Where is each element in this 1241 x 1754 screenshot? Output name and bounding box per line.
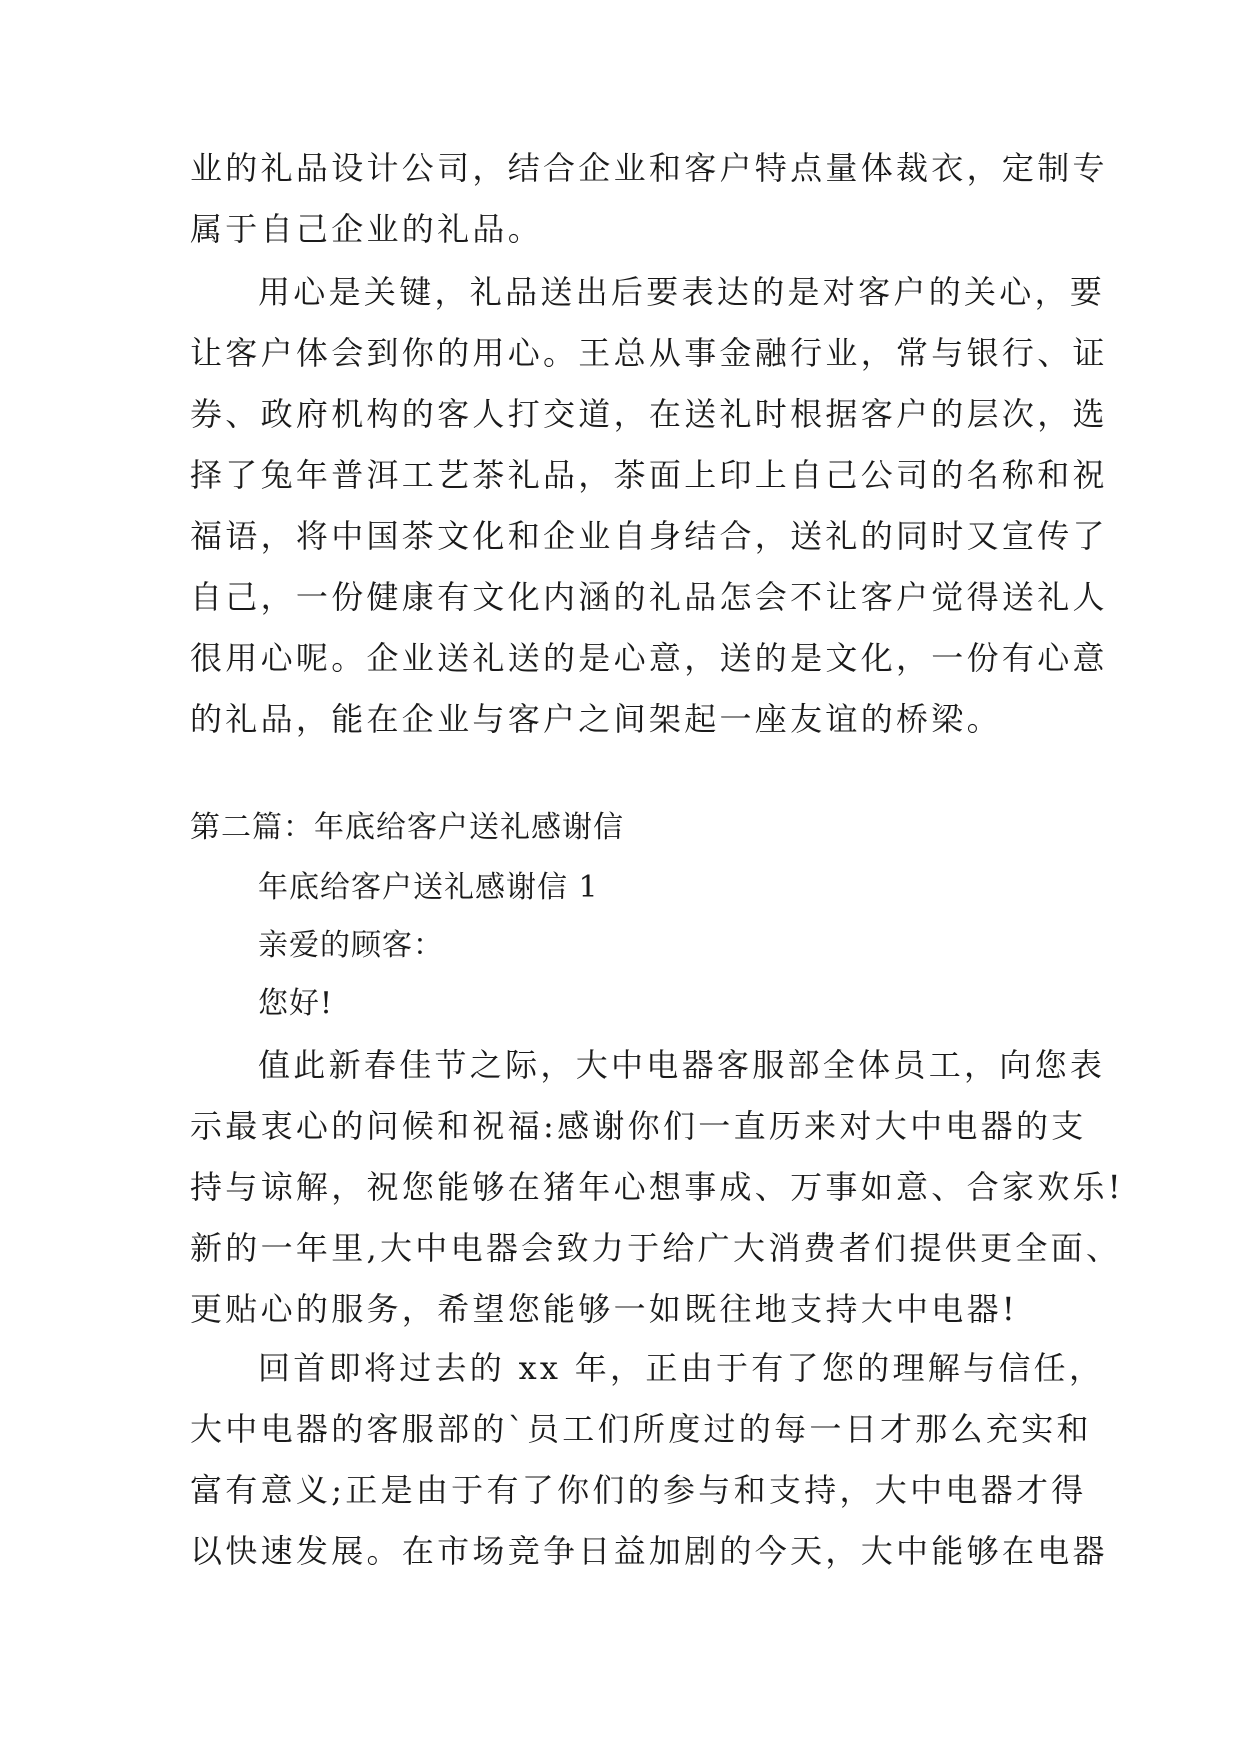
text-line: 大中电器的客服部的`员工们所度过的每一日才那么充实和 bbox=[190, 1410, 1092, 1448]
text-line: 很用心呢。企业送礼送的是心意，送的是文化，一份有心意 bbox=[190, 639, 1108, 677]
text-line: 择了兔年普洱工艺茶礼品，茶面上印上自己公司的名称和祝 bbox=[190, 456, 1108, 494]
text-line: 让客户体会到你的用心。王总从事金融行业，常与银行、证 bbox=[190, 334, 1108, 372]
text-line: 回首即将过去的 xx 年，正由于有了您的理解与信任， bbox=[258, 1349, 1105, 1387]
section2-heading-block bbox=[190, 808, 1052, 848]
section1-paragraph-1 bbox=[190, 138, 1108, 260]
section-heading: 第二篇：年底给客户送礼感谢信 bbox=[190, 810, 624, 845]
text-line: 属于自己企业的礼品。 bbox=[190, 210, 544, 248]
section2-paragraph-2 bbox=[190, 1338, 1108, 1582]
text-line: 券、政府机构的客人打交道，在送礼时根据客户的层次，选 bbox=[190, 395, 1108, 433]
greeting-block bbox=[190, 984, 1052, 1024]
text-line: 值此新春佳节之际，大中电器客服部全体员工，向您表 bbox=[258, 1046, 1106, 1084]
text-line: 福语，将中国茶文化和企业自身结合，送礼的同时又宣传了 bbox=[190, 517, 1108, 555]
text-line: 新的一年里,大中电器会致力于给广大消费者们提供更全面、 bbox=[190, 1229, 1122, 1267]
letter-title-block bbox=[190, 868, 1052, 908]
text-line: 以快速发展。在市场竞争日益加剧的今天，大中能够在电器 bbox=[190, 1532, 1108, 1570]
text-line: 示最衷心的问候和祝福:感谢你们一直历来对大中电器的支 bbox=[190, 1107, 1087, 1145]
text-line: 富有意义;正是由于有了你们的参与和支持，大中电器才得 bbox=[190, 1471, 1087, 1509]
text-line: 用心是关键，礼品送出后要表达的是对客户的关心，要 bbox=[258, 273, 1106, 311]
section2-paragraph-1 bbox=[190, 1035, 1124, 1340]
text-line: 的礼品，能在企业与客户之间架起一座友谊的桥梁。 bbox=[190, 700, 1002, 738]
letter-title: 年底给客户送礼感谢信 1 bbox=[258, 870, 599, 905]
text-line: 更贴心的服务，希望您能够一如既往地支持大中电器! bbox=[190, 1290, 1019, 1328]
letter-greeting: 您好! bbox=[258, 986, 334, 1021]
text-line: 业的礼品设计公司，结合企业和客户特点量体裁衣，定制专 bbox=[190, 149, 1108, 187]
text-line: 自己，一份健康有文化内涵的礼品怎会不让客户觉得送礼人 bbox=[190, 578, 1108, 616]
salutation-block bbox=[190, 926, 1052, 966]
letter-salutation: 亲爱的顾客： bbox=[258, 928, 444, 963]
section1-paragraph-2 bbox=[190, 262, 1108, 750]
text-line: 持与谅解，祝您能够在猪年心想事成、万事如意、合家欢乐! bbox=[190, 1168, 1124, 1206]
